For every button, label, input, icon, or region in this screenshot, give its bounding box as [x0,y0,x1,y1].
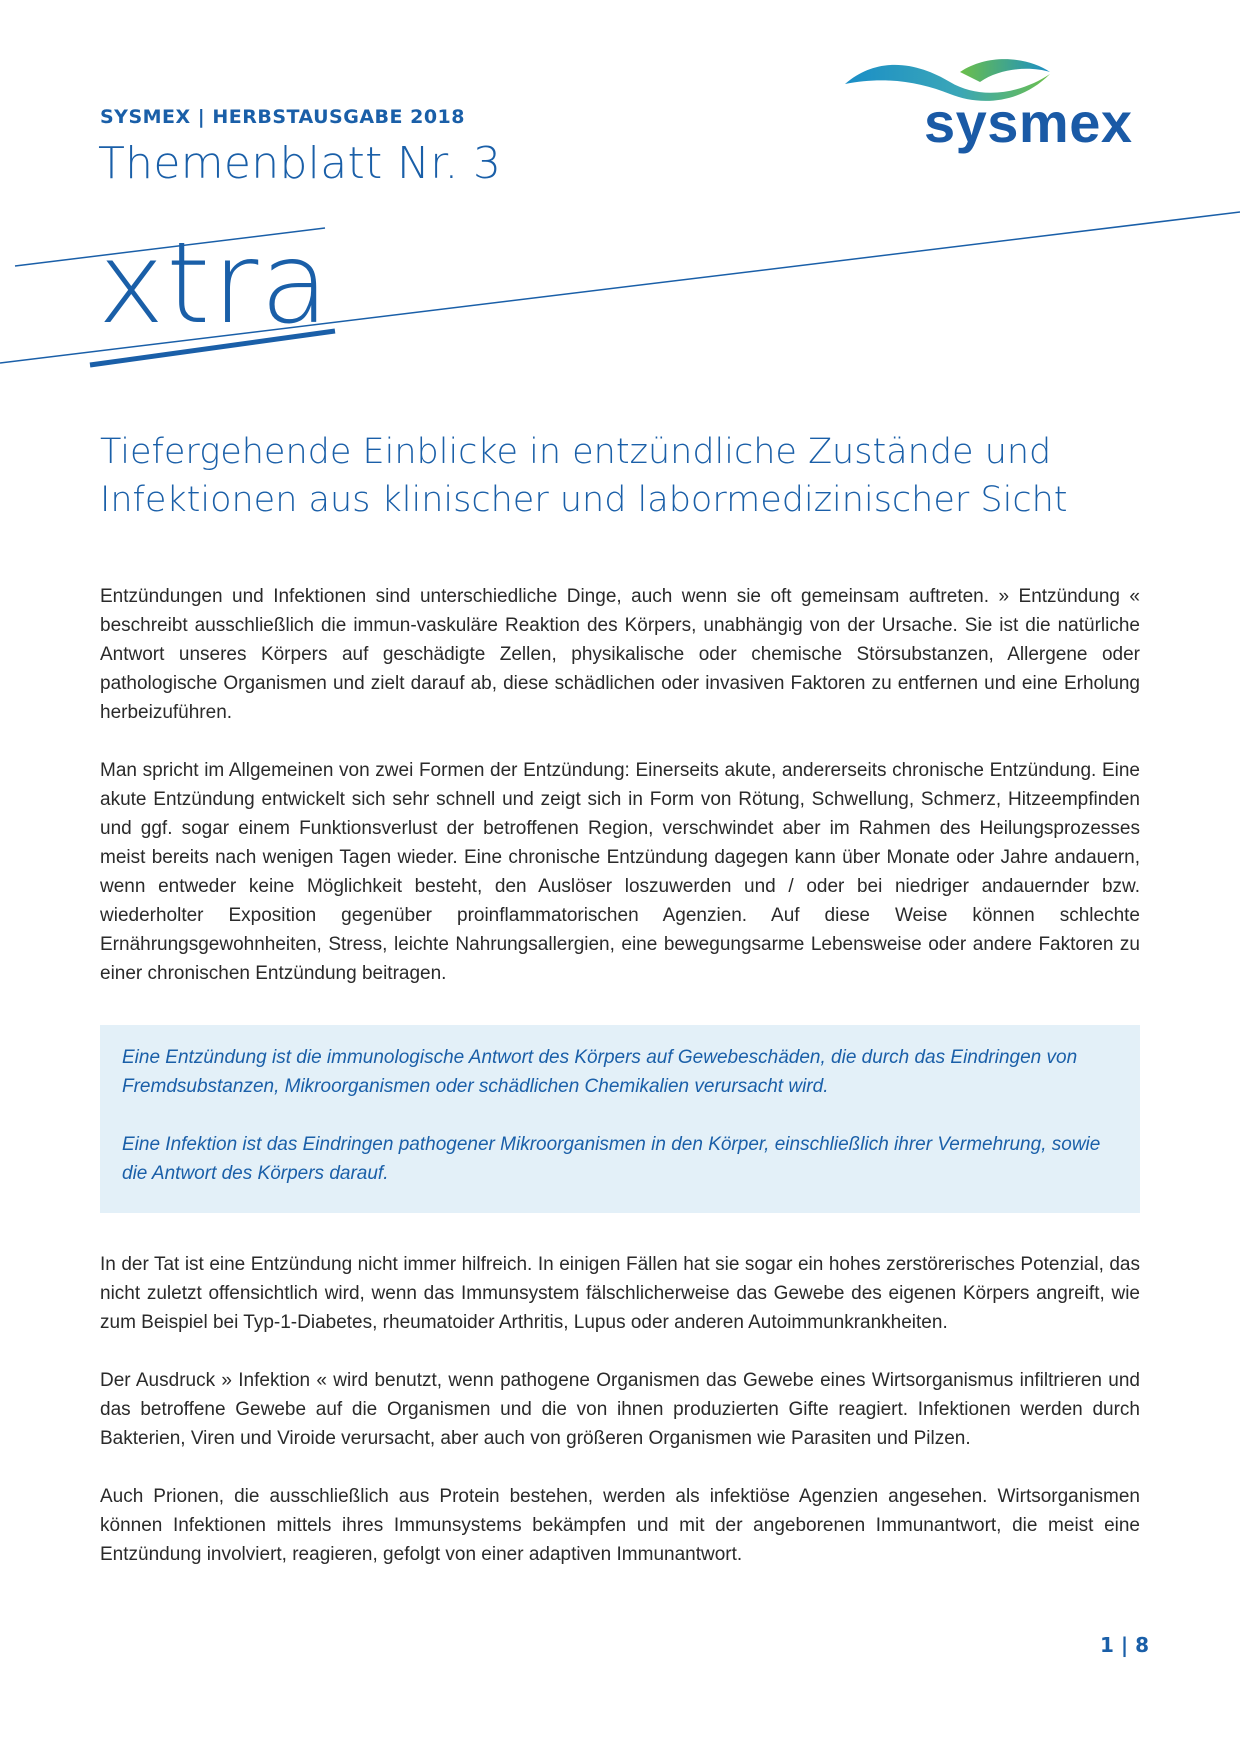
paragraph: Man spricht im Allgemeinen von zwei Formen der Entzündung: Einerseits akute, andererseits chronische Entzündung. Eine akute Entzündung entwickelt sich sehr schnell und zeigt sich in Form von Rötung, Schwellung, Schmerz, Hitzeempfinden und ggf. sogar einem Funktionsverlust der betroffenen Region, verschwindet aber im Rahmen des Heilungsprozesses meist bereits nach wenigen Tagen wieder. Eine chronische Entzündung dagegen kann über Monate oder Jahre andauern, wenn entweder keine Möglichkeit besteht, den Auslöser loszuwerden und / oder bei niedriger andauernder bzw. wiederholter Exposition gegenüber proinflammatorischen Agenzien. Auf diese Weise können schlechte Ernährungsgewohnheiten, Stress, leichte Nahrungsallergien, eine bewegungsarme Lebensweise oder andere Faktoren zu einer chronischen Entzündung beitragen. [100,760,1140,984]
article-headline: Tiefergehende Einblicke in entzündliche Zustände und Infektionen aus klinischer und labormedizinischer Sicht [100,432,1068,520]
paragraph: In der Tat ist eine Entzündung nicht immer hilfreich. In einigen Fällen hat sie sogar ein hohes zerstörerisches Potenzial, das nicht zuletzt offensichtlich wird, wenn das Immunsystem fälschlicherweise das Gewebe des eigenen Körpers angreift, wie zum Beispiel bei Typ-1-Diabetes, rheumatoider Arthritis, Lupus oder anderen Autoimmunkrankheiten. [100,1254,1140,1333]
header-kicker: SYSMEX | HERBSTAUSGABE 2018 [100,106,465,128]
paragraph: Der Ausdruck » Infektion « wird benutzt, wenn pathogene Organismen das Gewebe eines Wirtsorganismus infiltrieren und das betroffene Gewebe auf die Organismen und die von ihnen produzierten Gifte reagiert. Infektionen werden durch Bakterien, Viren und Viroide verursacht, aber auch von größeren Organismen wie Parasiten und Pilzen. [100,1370,1140,1449]
intro-section [100,582,1140,988]
sysmex-wordmark: sysmex [924,91,1133,154]
paragraph: Auch Prionen, die ausschließlich aus Protein bestehen, werden als infektiöse Agenzien angesehen. Wirtsorganismen können Infektionen mittels ihres Immunsystems bekämpfen und mit der angeborenen Immunantwort, die meist eine Entzündung involviert, reagieren, gefolgt von einer adaptiven Immunantwort. [100,1486,1140,1565]
body-section [100,1250,1140,1569]
callout-definition-infection: Eine Infektion ist das Eindringen pathogener Mikroorganismen in den Körper, einschließlich ihrer Vermehrung, sowie die Antwort des Körpers darauf. [122,1134,1101,1184]
definition-callout [100,1025,1140,1213]
paragraph: Entzündungen und Infektionen sind unterschiedliche Dinge, auch wenn sie oft gemeinsam auftreten. » Entzündung « beschreibt ausschließlich die immun-vaskuläre Reaktion des Körpers, unabhängig von der Ursache. Sie ist die natürliche Antwort unseres Körpers auf geschädigte Zellen, physikalische oder chemische Störsubstanzen, Allergene oder pathologische Organismen und zielt darauf ab, diese schädlichen oder invasiven Faktoren zu entfernen und eine Erholung herbeizuführen. [100,586,1140,723]
header-title: Themenblatt Nr. 3 [98,138,502,189]
sysmex-logo [840,54,1140,164]
masthead-xtra: xtra [98,219,331,349]
page-number: 1 | 8 [1100,1633,1150,1657]
callout-definition-inflammation: Eine Entzündung ist die immunologische Antwort des Körpers auf Gewebeschäden, die durch das Eindringen von Fremdsubstanzen, Mikroorganismen oder schädlichen Chemikalien verursacht wird. [122,1047,1078,1097]
